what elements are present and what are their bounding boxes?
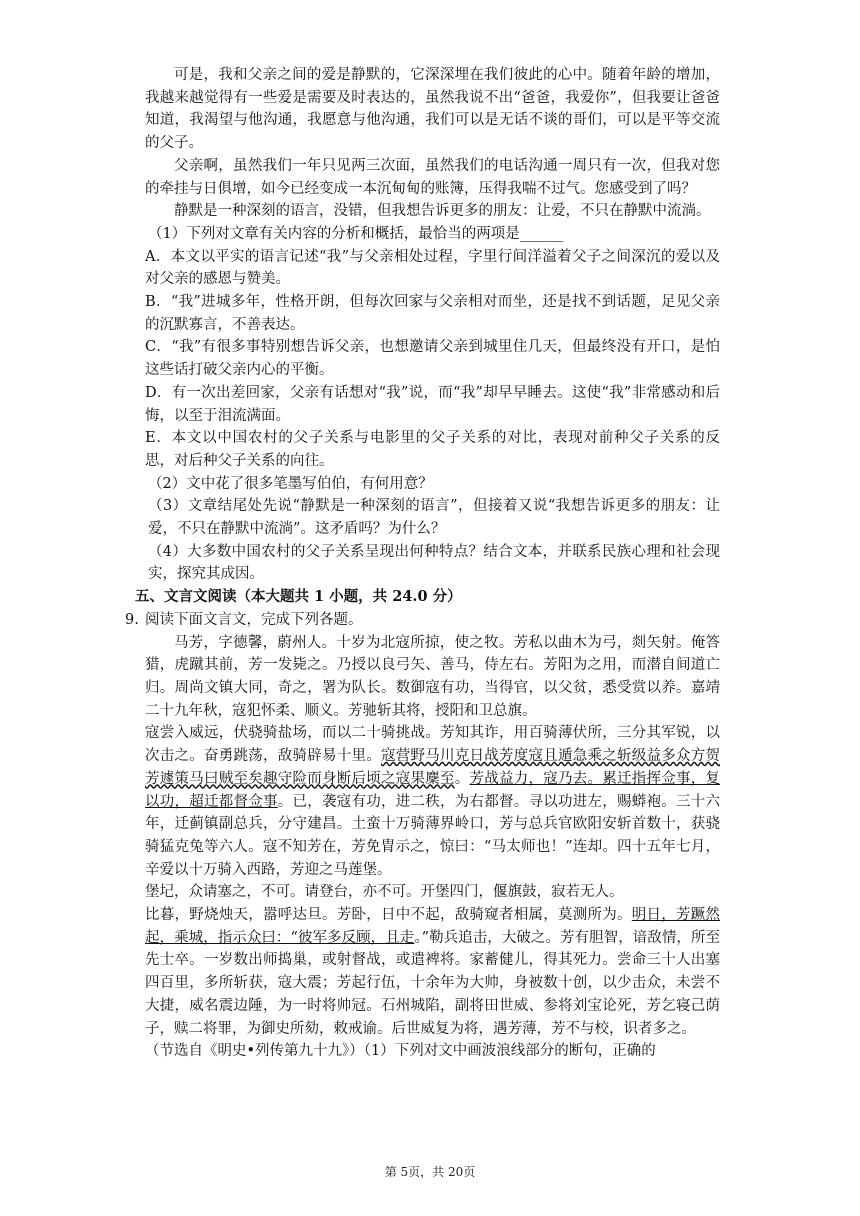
article-paragraph-3: 静默是一种深刻的语言，没错，但我想告诉更多的朋友：让爱，不只在静默中流淌。 bbox=[174, 203, 711, 220]
classical-text: 。 bbox=[454, 770, 470, 787]
option-c: C．“我”有很多事特别想告诉父亲，也想邀请父亲到城里住几天，但最终没有开口，是怕这些话打破父亲内心的平衡。 bbox=[145, 339, 720, 379]
source-and-question-1: （节选自《明史•列传第九十九》）（1）下列对文中画波浪线部分的断句，正确的 bbox=[145, 1043, 656, 1060]
item-number: 9. bbox=[125, 611, 139, 628]
item-9-instruction: 阅读下面文言文，完成下列各题。 bbox=[145, 611, 363, 628]
question-4: （4）大多数中国农村的父子关系呈现出何种特点？结合文本，并联系民族心理和社会现实，探究其成因。 bbox=[148, 543, 720, 583]
section-heading: 五、文言文阅读（本大题共 1 小题，共 24.0 分） bbox=[135, 588, 462, 606]
underlined-sentence-1: 芳战益力，寇乃去。累迁指挥佥事，复以功，超迁都督佥事 bbox=[145, 770, 720, 810]
page-content bbox=[125, 64, 720, 1063]
underlined-sentence-2: 明日，芳蹶然起，乘城，指示众曰：“彼军多反顾，且走 bbox=[145, 907, 720, 946]
classical-text: 比暮，野烧烛天，嚣呼达旦。芳卧，日中不起，敌骑窥者相属，莫测所为。 bbox=[145, 907, 632, 924]
classical-text: 。”勒兵追击，大破之。芳有胆智，谙敌情，所至先士卒。一岁数出师捣巢，或射督战，或遣裨将。家蓄健儿，得其死力。尝命三十人出塞四百里，多所斩获，寇大震；芳起行伍，十余年为大帅，身被数十创，以少击众，未尝不大捷，威名震边陲，为一时将帅冠。石州城陷，副将田世威、参将刘宝论死，芳乞寝己荫子，赎二将罪，为御史所劾，敕戒谕。后世威复为将，遇芳薄，芳不与校，识者多之。 bbox=[145, 929, 720, 1037]
classical-paragraph-3: 堡圮，众请塞之，不可。请登台，亦不可。开堡四门，偃旗鼓，寂若无人。 bbox=[145, 884, 624, 901]
question-3: （3）文章结尾处先说“静默是一种深刻的语言”，但接着又说“我想告诉更多的朋友：让爱，不只在静默中流淌”。这矛盾吗？为什么？ bbox=[148, 498, 720, 538]
option-e: E．本文以中国农村的父子关系与电影里的父子关系的对比，表现对前种父子关系的反思，对后种父子关系的向往。 bbox=[145, 430, 720, 469]
classical-text: 。已，袭寇有功，进二秩，为右都督。寻以功进左，赐蟒袍。三十六年，迁蓟镇副总兵，分守建昌。土蛮十万骑薄界岭口，芳与总兵官欧阳安斩首数十，获骁骑猛克兔等六人。寇不知芳在，芳免胄示之，惊曰：“马太师也！”连却。四十五年七月，辛爱以十万骑入西路，芳迎之马莲堡。 bbox=[145, 793, 720, 878]
article-paragraph-2: 父亲啊，虽然我们一年只见两三次面，虽然我们的电话沟通一周只有一次，但我对您的牵挂与日俱增，如今已经变成一本沉甸甸的账簿，压得我喘不过气。您感受到了吗？ bbox=[145, 157, 720, 197]
classical-paragraph-1: 马芳，字德馨，蔚州人。十岁为北寇所掠，使之牧。芳私以曲木为弓，剡矢射。俺答猎，虎蹴其前，芳一发毙之。乃授以良弓矢、善马，侍左右。芳阳为之用，而潜自间道亡归。周尚文镇大同，奇之，署为队长。数御寇有功，当得官，以父贫，悉受赏以养。嘉靖二十九年秋，寇犯怀柔、顺义。芳驰斩其将，授阳和卫总旗。 bbox=[145, 634, 720, 719]
wavy-underlined-passage: 寇营野马川克日战芳度寇且遁急乘之斩级益多众方贺芳遽策马曰贼至矣趣守险而身断后顷之寇果麇至 bbox=[145, 748, 720, 787]
page-footer: 第 5页，共 20页 bbox=[384, 1165, 476, 1179]
item-9 bbox=[125, 609, 720, 632]
classical-paragraph-2 bbox=[145, 722, 720, 881]
option-d: D．有一次出差回家，父亲有话想对“我”说，而“我”却早早睡去。这使“我”非常感动和后悔，以至于泪流满面。 bbox=[145, 384, 720, 424]
question-1: （1）下列对文章有关内容的分析和概括，最恰当的两项是______ bbox=[148, 225, 564, 242]
option-a: A．本文以平实的语言记述“我”与父亲相处过程，字里行间洋溢着父子之间深沉的爱以及对父亲的感恩与赞美。 bbox=[145, 248, 720, 288]
article-paragraph-1: 可是，我和父亲之间的爱是静默的，它深深埋在我们彼此的心中。随着年龄的增加，我越来越觉得有一些爱是需要及时表达的，虽然我说不出“爸爸，我爱你”，但我要让爸爸知道，我渴望与他沟通，我愿意与他沟通，我们可以是无话不谈的哥们，可以是平等交流的父子。 bbox=[145, 67, 720, 152]
option-b: B．“我”进城多年，性格开朗，但每次回家与父亲相对而坐，还是找不到话题，足见父亲的沉默寡言，不善表达。 bbox=[145, 294, 720, 333]
classical-text: 寇尝入威远，伏骁骑盐场，而以二十骑挑战。芳知其诈，用百骑薄伏所，三分其军锐，以次击之。奋勇跳荡，敌骑辟易十里。 bbox=[145, 725, 720, 765]
classical-paragraph-4 bbox=[145, 904, 720, 1040]
question-2: （2）文中花了很多笔墨写伯伯，有何用意？ bbox=[148, 475, 433, 492]
